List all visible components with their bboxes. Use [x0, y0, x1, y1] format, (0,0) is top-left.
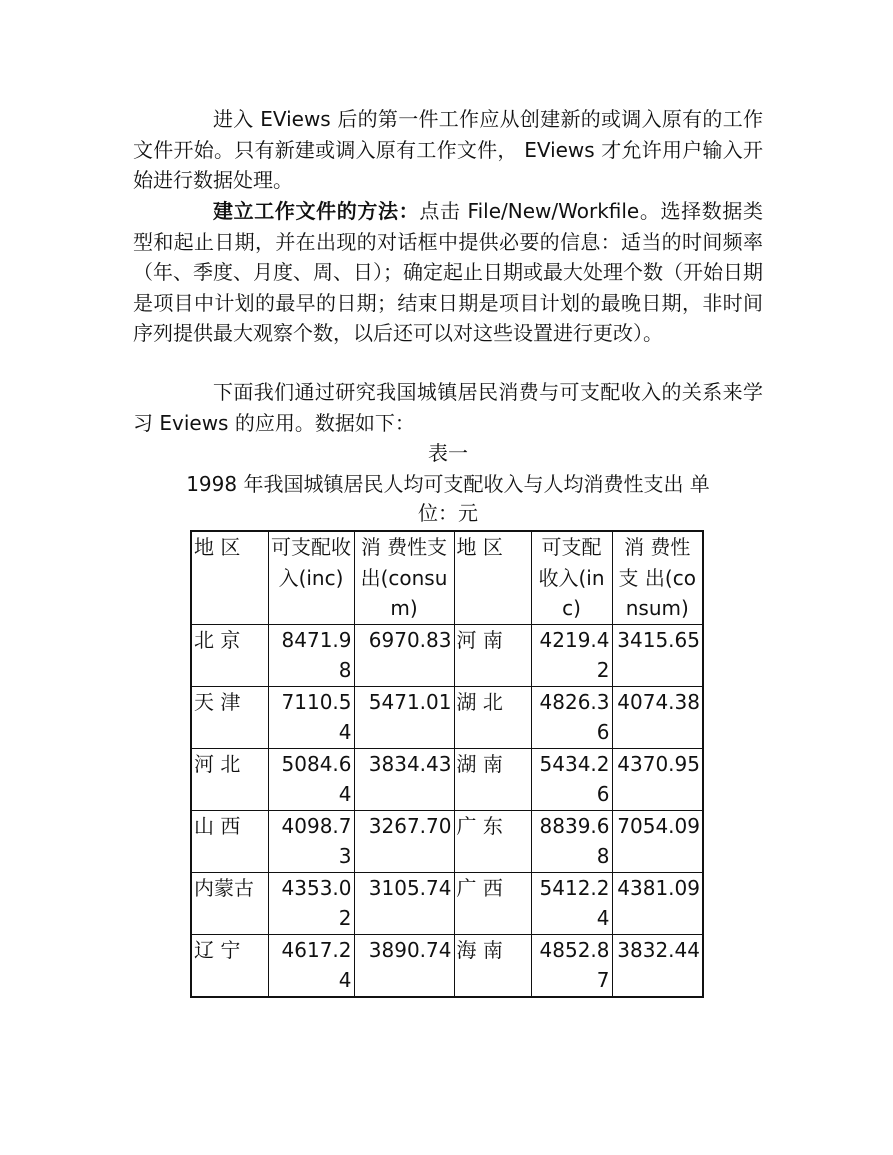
- income-cell: 4617.24: [268, 934, 354, 997]
- consumption-cell: 6970.83: [354, 624, 454, 686]
- income-cell: 4098.73: [268, 810, 354, 872]
- income-consumption-table: [190, 530, 704, 998]
- table-caption: 1998 年我国城镇居民人均可支配收入与人均消费性支出 单: [186, 472, 710, 496]
- table-row: [191, 748, 703, 810]
- consumption-cell: 3105.74: [354, 872, 454, 934]
- income-cell: 8471.98: [268, 624, 354, 686]
- consumption-cell: 5471.01: [354, 686, 454, 748]
- income-cell: 4826.36: [531, 686, 612, 748]
- region-cell: 山 西: [191, 810, 268, 872]
- consumption-cell: 3415.65: [612, 624, 703, 686]
- region-cell: 辽 宁: [191, 934, 268, 997]
- region-cell: 北 京: [191, 624, 268, 686]
- table-row: [191, 934, 703, 997]
- income-cell: 5434.26: [531, 748, 612, 810]
- income-cell: 5412.24: [531, 872, 612, 934]
- table-header-row: [191, 531, 703, 624]
- consumption-cell: 3832.44: [612, 934, 703, 997]
- region-cell: 广 东: [454, 810, 531, 872]
- data-intro-paragraph: 下面我们通过研究我国城镇居民消费与可支配收入的关系来学习 Eviews 的应用。数据如下：: [133, 380, 763, 435]
- consumption-cell: 4381.09: [612, 872, 703, 934]
- table-unit: 位：元: [418, 501, 478, 525]
- region-cell: 河 北: [191, 748, 268, 810]
- header-income: 可支配收入(inc): [531, 531, 612, 624]
- consumption-cell: 3890.74: [354, 934, 454, 997]
- header-consumption: 消 费性支 出(consum): [612, 531, 703, 624]
- table-row: [191, 686, 703, 748]
- header-region: 地 区: [454, 531, 531, 624]
- table-row: [191, 810, 703, 872]
- region-cell: 河 南: [454, 624, 531, 686]
- workfile-method-paragraph: [133, 196, 763, 349]
- region-cell: 湖 南: [454, 748, 531, 810]
- region-cell: 广 西: [454, 872, 531, 934]
- income-cell: 7110.54: [268, 686, 354, 748]
- region-cell: 湖 北: [454, 686, 531, 748]
- income-cell: 4353.02: [268, 872, 354, 934]
- header-region: 地 区: [191, 531, 268, 624]
- table-title: 表一: [428, 441, 468, 465]
- method-text: 点击 File/New/Workfile。选择数据类型和起止日期，并在出现的对话框中提供必要的信息：适当的时间频率（年、季度、月度、周、日）；确定起止日期或最大处理个数（开始日期是项目中计划的最早的日期；结束日期是项目计划的最晚日期，非时间序列提供最大观察个数，以后还可以对这些设置进行更改）。: [133, 199, 764, 345]
- table-row: [191, 624, 703, 686]
- method-heading: 建立工作文件的方法：: [213, 199, 420, 223]
- consumption-cell: 4074.38: [612, 686, 703, 748]
- region-cell: 天 津: [191, 686, 268, 748]
- header-income: 可支配收入(inc): [268, 531, 354, 624]
- consumption-cell: 3267.70: [354, 810, 454, 872]
- income-cell: 5084.64: [268, 748, 354, 810]
- consumption-cell: 7054.09: [612, 810, 703, 872]
- region-cell: 内蒙古: [191, 872, 268, 934]
- header-consumption: 消 费性支 出(consum): [354, 531, 454, 624]
- consumption-cell: 4370.95: [612, 748, 703, 810]
- income-cell: 4219.42: [531, 624, 612, 686]
- intro-paragraph: 进入 EViews 后的第一件工作应从创建新的或调入原有的工作文件开始。只有新建或调入原有工作文件， EViews 才允许用户输入开始进行数据处理。: [133, 107, 763, 192]
- consumption-cell: 3834.43: [354, 748, 454, 810]
- income-cell: 8839.68: [531, 810, 612, 872]
- income-cell: 4852.87: [531, 934, 612, 997]
- table-row: [191, 872, 703, 934]
- region-cell: 海 南: [454, 934, 531, 997]
